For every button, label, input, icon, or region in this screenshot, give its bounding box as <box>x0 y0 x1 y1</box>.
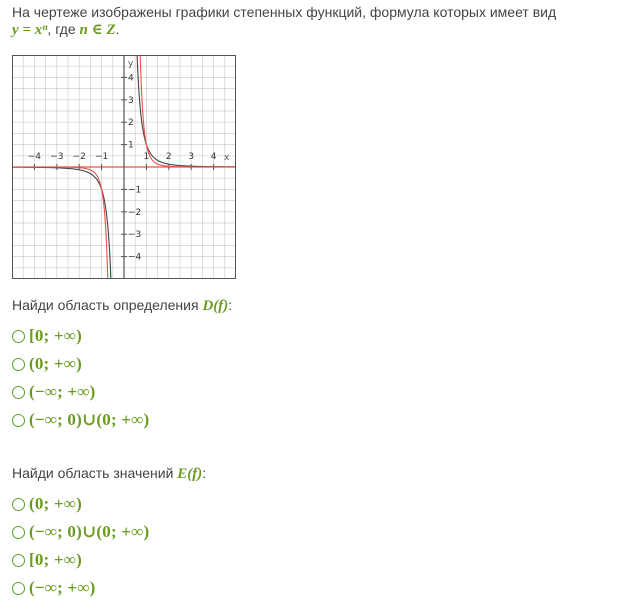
option-label: [0; +∞) <box>29 326 82 345</box>
radio-button[interactable] <box>12 358 25 371</box>
range-option-4[interactable] <box>12 579 95 597</box>
y-tick-label: 3 <box>128 95 134 106</box>
range-formula: E(f) <box>177 466 203 482</box>
domain-option-1[interactable] <box>12 327 82 345</box>
domain-option-3[interactable] <box>12 383 95 401</box>
y-tick-label: −4 <box>128 252 142 263</box>
intro-end: . <box>115 21 120 37</box>
range-option-2[interactable] <box>12 523 149 541</box>
x-tick-label: −3 <box>50 152 64 162</box>
x-tick-label: 2 <box>165 152 172 162</box>
x-tick-label: 4 <box>210 152 217 162</box>
domain-colon: : <box>228 297 233 313</box>
radio-button[interactable] <box>12 582 25 595</box>
x-tick-label: −2 <box>72 152 86 162</box>
integer-set-formula: n ∈ Z <box>79 22 116 38</box>
y-tick-label: −3 <box>128 230 142 241</box>
function-graph <box>12 55 236 279</box>
domain-formula: D(f) <box>202 298 229 314</box>
option-label: (−∞; +∞) <box>29 382 96 401</box>
range-question-text: Найди область значений <box>12 465 174 481</box>
y-tick-label: −1 <box>128 185 142 196</box>
domain-option-2[interactable] <box>12 355 82 373</box>
y-tick-label: −2 <box>128 207 142 218</box>
range-option-3[interactable] <box>12 551 82 569</box>
radio-button[interactable] <box>12 330 25 343</box>
intro-text: На чертеже изображены графики степенных функций, формула которых имеет вид <box>12 4 557 20</box>
domain-question <box>12 297 232 315</box>
domain-question-text: Найди область определения <box>12 297 199 313</box>
range-colon: : <box>202 465 207 481</box>
x-tick-label: 1 <box>143 152 150 162</box>
option-label: (0; +∞) <box>29 494 82 513</box>
option-label: (−∞; 0)∪(0; +∞) <box>29 522 150 541</box>
domain-option-4[interactable] <box>12 411 149 429</box>
y-tick-label: 4 <box>128 73 134 84</box>
x-tick-label: 3 <box>188 152 195 162</box>
power-function-formula: y = xⁿ <box>12 22 48 38</box>
radio-button[interactable] <box>12 386 25 399</box>
intro-middle: , где <box>47 21 76 37</box>
radio-button[interactable] <box>12 526 25 539</box>
x-tick-label: −4 <box>27 152 42 162</box>
y-axis-label: y <box>128 59 134 69</box>
option-label: (−∞; 0)∪(0; +∞) <box>29 410 150 429</box>
y-tick-label: 2 <box>128 118 134 129</box>
x-axis-label: x <box>224 153 230 163</box>
option-label: (−∞; +∞) <box>29 578 96 597</box>
range-option-1[interactable] <box>12 495 82 513</box>
option-label: [0; +∞) <box>29 550 82 569</box>
radio-button[interactable] <box>12 554 25 567</box>
x-tick-label: −1 <box>94 152 109 162</box>
task-intro <box>12 4 607 39</box>
range-question <box>12 465 206 483</box>
option-label: (0; +∞) <box>29 354 82 373</box>
y-tick-label: 1 <box>128 140 134 151</box>
radio-button[interactable] <box>12 498 25 511</box>
radio-button[interactable] <box>12 414 25 427</box>
